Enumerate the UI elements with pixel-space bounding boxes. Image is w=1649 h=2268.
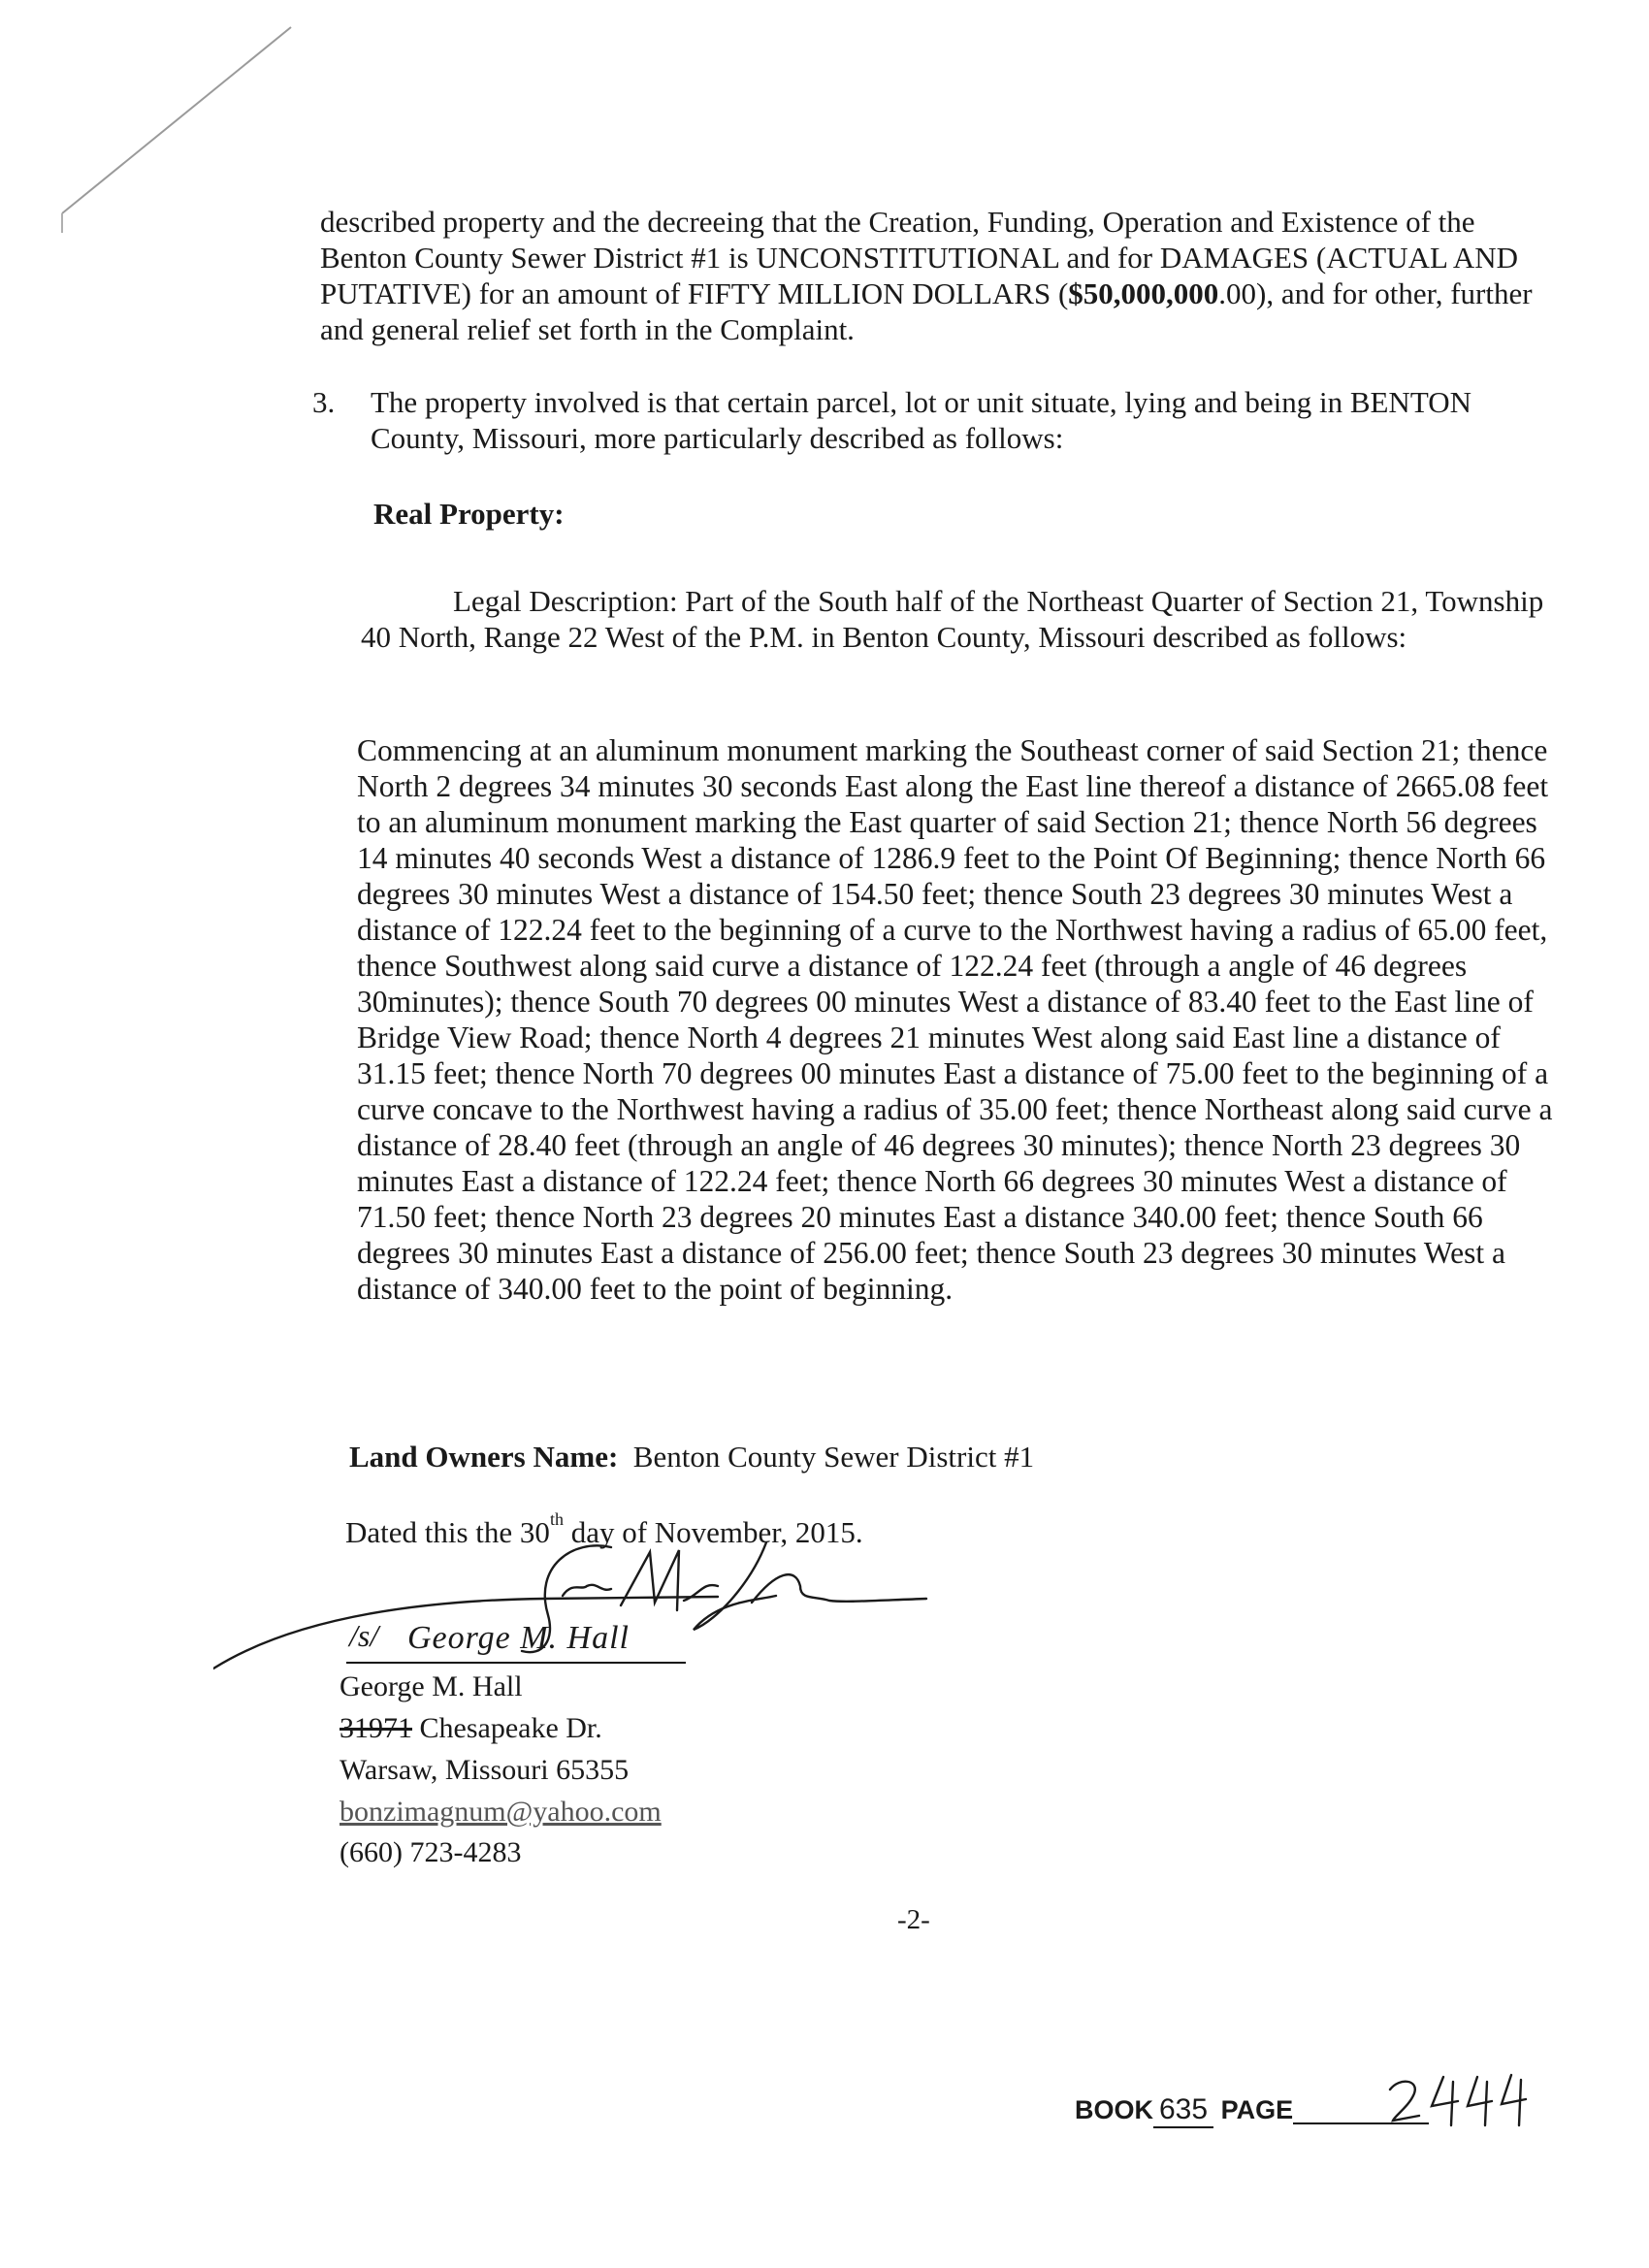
real-property-heading: Real Property: bbox=[373, 497, 565, 531]
address-city: Warsaw, Missouri 65355 bbox=[340, 1754, 630, 1786]
book-number: 635 bbox=[1153, 2093, 1213, 2128]
address-street: 31971 Chesapeake Dr. bbox=[340, 1712, 602, 1744]
handwritten-signature bbox=[213, 1542, 1009, 1688]
amount: $50,000,000 bbox=[1068, 276, 1219, 310]
page-number: -2- bbox=[897, 1904, 930, 1935]
signature-line bbox=[346, 1662, 686, 1664]
address-name: George M. Hall bbox=[340, 1670, 523, 1702]
land-owner-value: Benton County Sewer District #1 bbox=[632, 1440, 1035, 1474]
address-phone: (660) 723-4283 bbox=[340, 1836, 522, 1868]
dated-line: Dated this the 30th day of November, 2015. bbox=[345, 1509, 863, 1549]
slash-s: /s/ bbox=[349, 1618, 379, 1653]
page-label: PAGE bbox=[1220, 2095, 1294, 2124]
typed-script-name: George M. Hall bbox=[407, 1620, 630, 1656]
folded-corner bbox=[0, 0, 310, 233]
item-3-text: The property involved is that certain parcel, lot or unit situate, lying and being in BENTON County, Missouri, more particularly described as follows: bbox=[371, 385, 1471, 455]
address-street-number: 31971 bbox=[340, 1712, 412, 1744]
land-owner-line: Land Owners Name: Benton County Sewer District #1 bbox=[349, 1440, 1035, 1474]
book-page-stamp bbox=[1075, 2093, 1429, 2128]
item-3-number: 3. bbox=[312, 385, 336, 419]
address-email[interactable]: bonzimagnum@yahoo.com bbox=[340, 1796, 662, 1828]
commencing-paragraph: Commencing at an aluminum monument marking the Southeast corner of said Section 21; thence North 2 degrees 34 minutes 30 seconds East along the East line thereof a distance of 2665.08 feet to an aluminum monument marking the East quarter of said Section 21; thence North 56 degrees 14 minutes 40 seconds West a distance of 1286.9 feet to the Point Of Beginning; thence North 66 degrees 30 minutes West a distance of 154.50 feet; thence South 23 degrees 30 minutes West a distance of 122.24 feet to the beginning of a curve to the Northwest having a radius of 65.00 feet, thence Southwest along said curve a distance of 122.24 feet (through a angle of 46 degrees 30minutes); thence South 70 degrees 00 minutes West a distance of 83.40 feet to the East line of Bridge View Road; thence North 4 degrees 21 minutes West along said East line a distance of 31.15 feet; thence North 70 degrees 00 minutes East a distance of 75.00 feet to the beginning of a curve concave to the Northwest having a radius of 35.00 feet; thence Northeast along said curve a distance of 28.40 feet (through an angle of 46 degrees 30 minutes); thence North 23 degrees 30 minutes East a distance of 122.24 feet; thence North 66 degrees 30 minutes West a distance of 71.50 feet; thence North 23 degrees 20 minutes East a distance 340.00 feet; thence South 66 degrees 30 minutes East a distance of 256.00 feet; thence South 23 degrees 30 minutes West a distance of 340.00 feet to the point of beginning. bbox=[357, 733, 1553, 1306]
intro-paragraph: described property and the decreeing that the Creation, Funding, Operation and Existence of the Benton County Sewer District #1 is UNCONSTITUTIONAL and for DAMAGES (ACTUAL AND PUTATIVE) for an amount of FIFTY MILLION DOLLARS ($50,000,000.00), and for other, further and general relief set forth in the Complaint. bbox=[320, 205, 1533, 346]
legal-description: Legal Description: Part of the South half of the Northeast Quarter of Section 21, Township 40 North, Range 22 West of the P.M. in Benton County, Missouri described as follows: bbox=[361, 584, 1544, 654]
handwritten-page-number bbox=[1385, 2072, 1531, 2130]
book-label: BOOK bbox=[1075, 2095, 1153, 2124]
land-owner-label: Land Owners Name bbox=[349, 1440, 608, 1474]
